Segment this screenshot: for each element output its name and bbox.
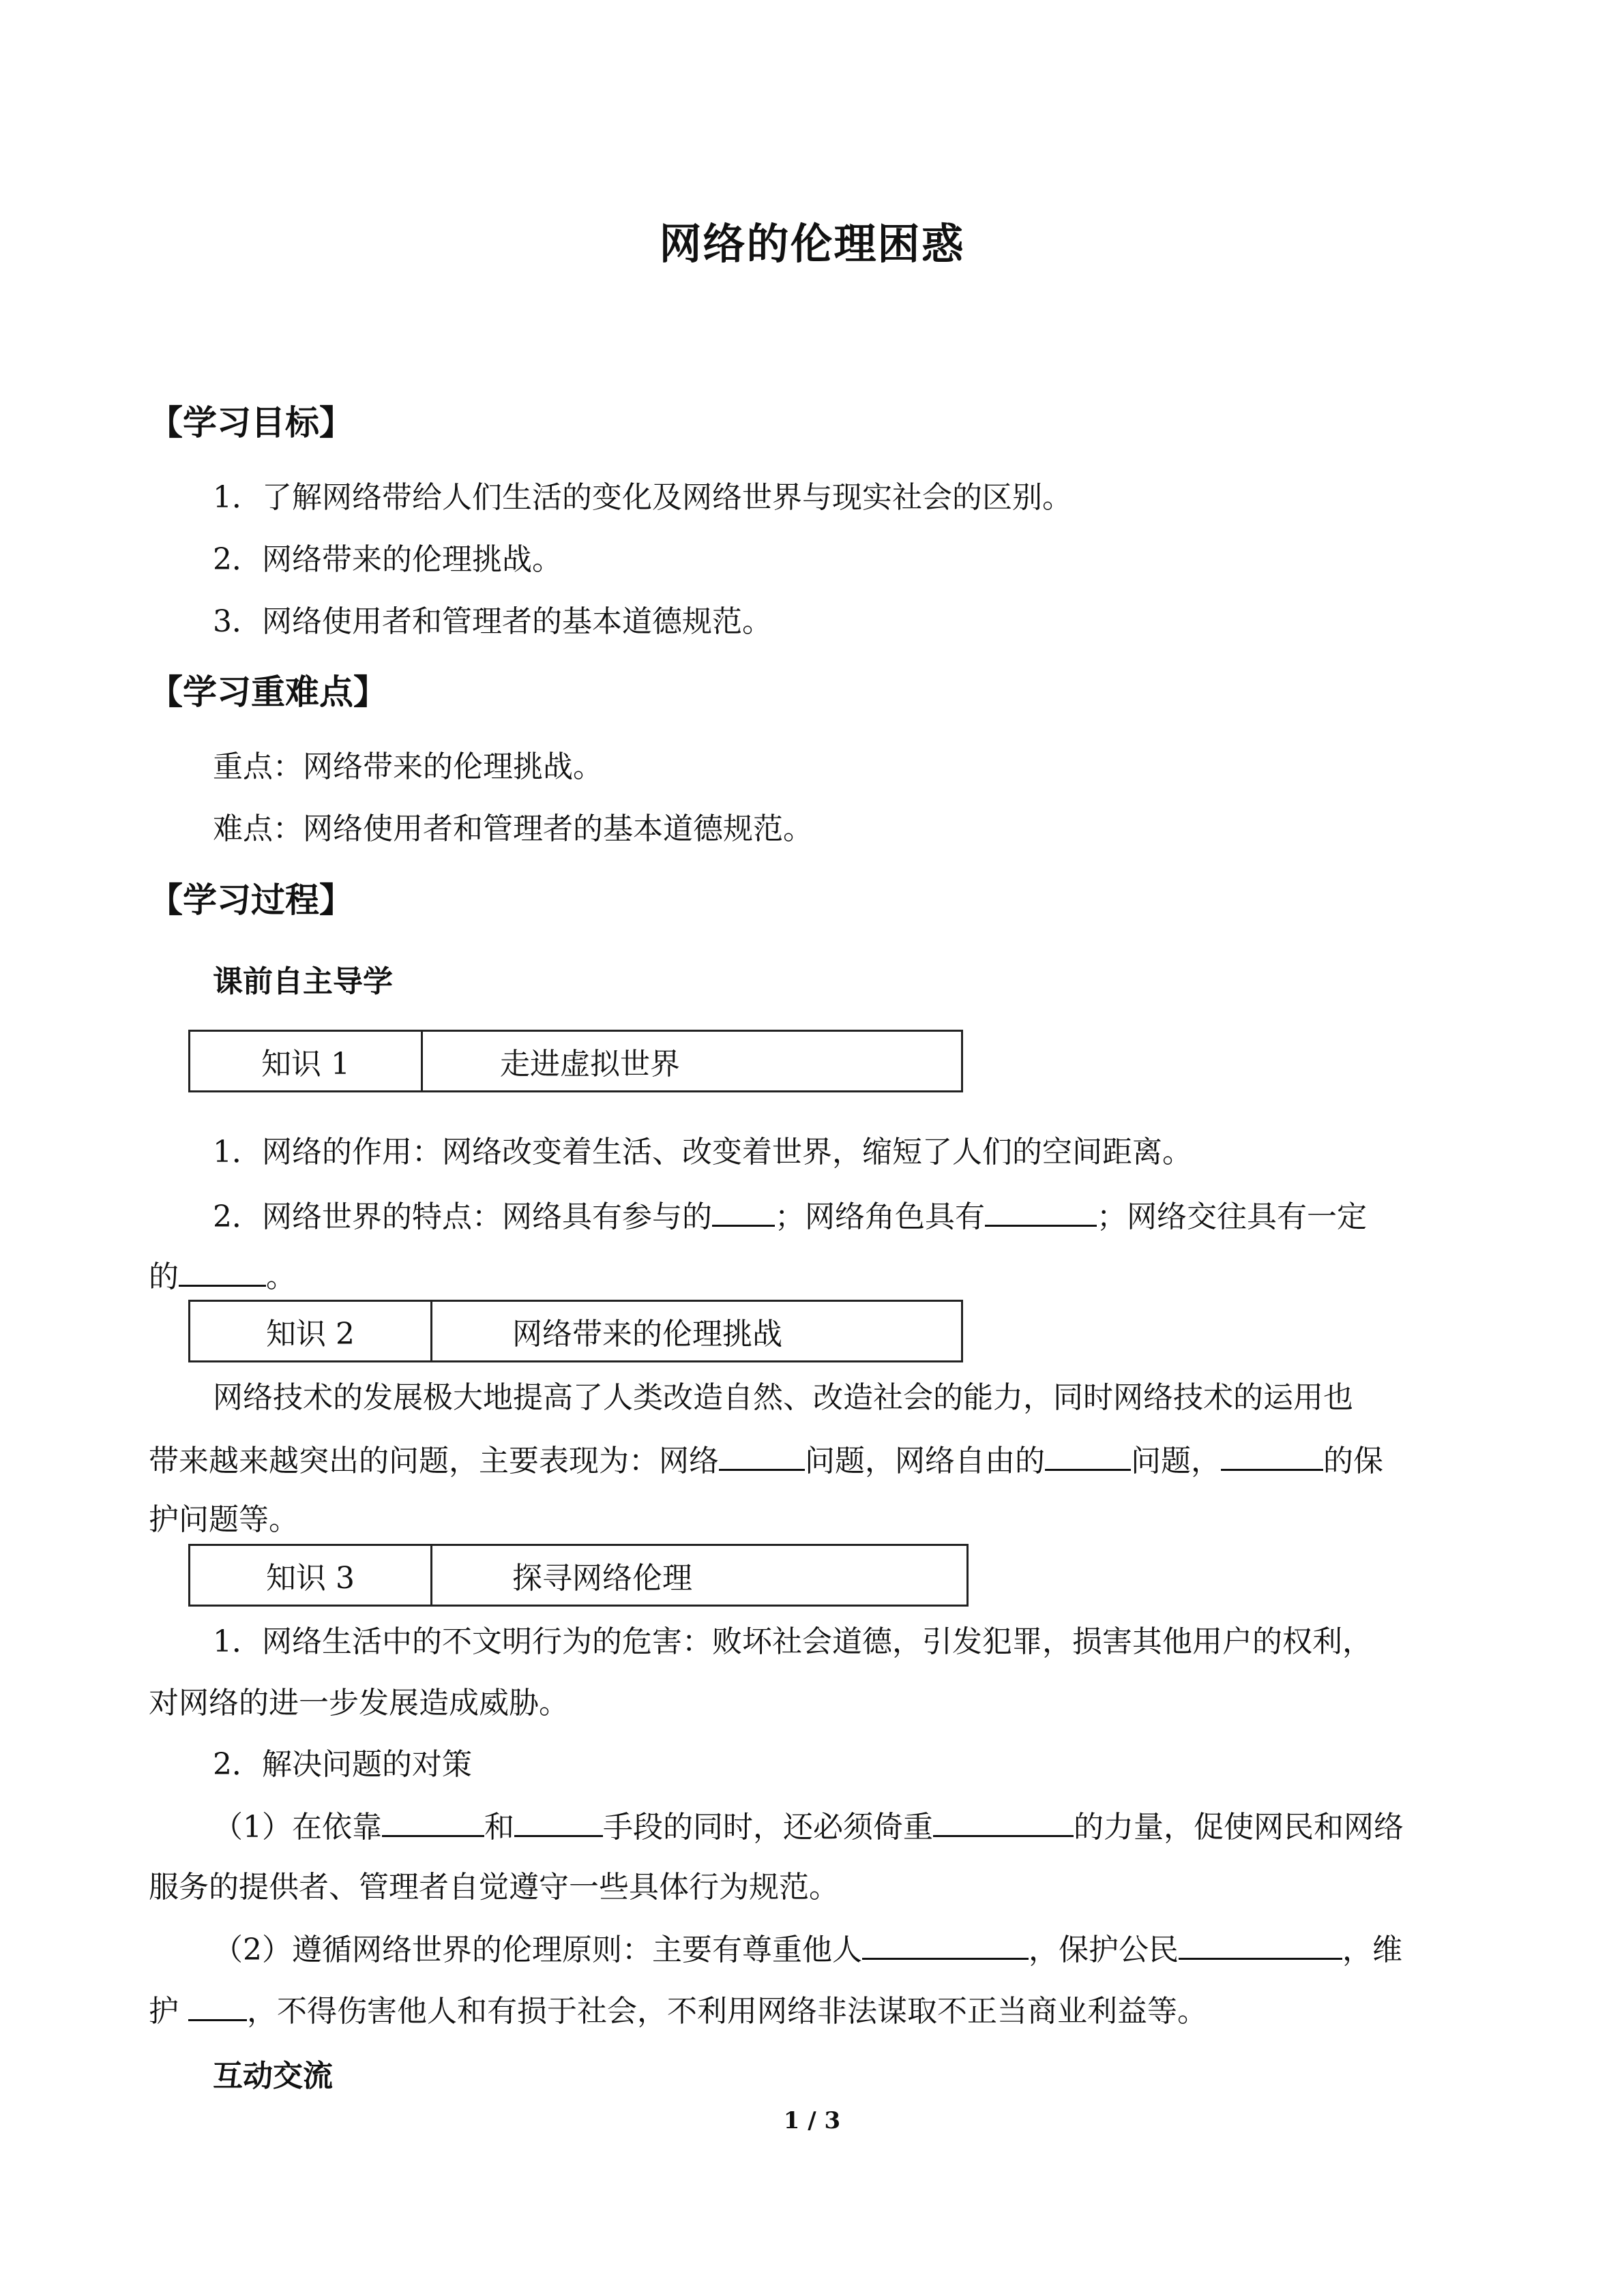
objective-item-1: 1．了解网络带给人们生活的变化及网络世界与现实社会的区别。 bbox=[213, 480, 1072, 515]
knowledge-3-p4-line2 bbox=[149, 1992, 1207, 2030]
knowledge-2-line1: 网络技术的发展极大地提高了人类改造自然、改造社会的能力，同时网络技术的运用也 bbox=[213, 1380, 1353, 1415]
k3-p3-c: 手段的同时，还必须倚重 bbox=[603, 1810, 933, 1845]
blank[interactable] bbox=[179, 1257, 266, 1287]
k1-p2-e: 。 bbox=[266, 1259, 296, 1294]
knowledge-2-box bbox=[188, 1300, 963, 1362]
knowledge-3-p3-line1 bbox=[213, 1808, 1404, 1846]
blank[interactable] bbox=[514, 1808, 603, 1837]
k2-line2-a: 带来越来越突出的问题，主要表现为：网络 bbox=[149, 1444, 719, 1478]
k3-p3-d: 的力量，促使网民和网络 bbox=[1074, 1810, 1404, 1845]
blank[interactable] bbox=[862, 1930, 1029, 1960]
keypoints-heading: 【学习重难点】 bbox=[149, 672, 387, 712]
knowledge-3-p1-line2: 对网络的进一步发展造成威胁。 bbox=[149, 1686, 569, 1720]
k3-p4-line2-b: ，不得伤害他人和有损于社会，不利用网络非法谋取不正当商业利益等。 bbox=[247, 1994, 1207, 2029]
knowledge-2-line2 bbox=[149, 1442, 1383, 1480]
difficult-point: 难点：网络使用者和管理者的基本道德规范。 bbox=[213, 811, 813, 846]
blank[interactable] bbox=[719, 1442, 805, 1471]
k2-line2-b: 问题，网络自由的 bbox=[805, 1444, 1045, 1478]
knowledge-1-p2-line1 bbox=[213, 1197, 1367, 1236]
pre-study-subheading: 课前自主导学 bbox=[213, 964, 393, 999]
knowledge-3-p4-line1 bbox=[213, 1930, 1402, 1969]
k1-p2-d: 的 bbox=[149, 1259, 179, 1294]
knowledge-3-topic: 探寻网络伦理 bbox=[512, 1561, 692, 1596]
blank[interactable] bbox=[985, 1197, 1097, 1227]
k3-p3-b: 和 bbox=[484, 1810, 514, 1845]
interaction-subheading: 互动交流 bbox=[213, 2059, 333, 2093]
objective-item-2: 2．网络带来的伦理挑战。 bbox=[213, 542, 562, 577]
knowledge-3-label: 知识 3 bbox=[190, 1546, 432, 1605]
knowledge-1-box bbox=[188, 1030, 963, 1092]
blank[interactable] bbox=[1221, 1442, 1323, 1471]
k1-p2-a: 2．网络世界的特点：网络具有参与的 bbox=[213, 1199, 712, 1234]
knowledge-2-line3: 护问题等。 bbox=[149, 1502, 299, 1537]
knowledge-1-label: 知识 1 bbox=[190, 1032, 423, 1090]
page-title: 网络的伦理困惑 bbox=[659, 219, 965, 269]
knowledge-3-box bbox=[188, 1544, 969, 1607]
key-point: 重点：网络带来的伦理挑战。 bbox=[213, 749, 603, 784]
knowledge-3-p1-line1: 1．网络生活中的不文明行为的危害：败坏社会道德，引发犯罪，损害其他用户的权利， bbox=[213, 1624, 1372, 1659]
k3-p4-b: ，保护公民 bbox=[1029, 1933, 1179, 1967]
knowledge-1-p2-line2 bbox=[149, 1257, 296, 1296]
blank[interactable] bbox=[382, 1808, 484, 1837]
knowledge-3-p3-line2: 服务的提供者、管理者自觉遵守一些具体行为规范。 bbox=[149, 1870, 839, 1905]
objective-item-3: 3．网络使用者和管理者的基本道德规范。 bbox=[213, 604, 772, 639]
k1-p2-c: ；网络交往具有一定 bbox=[1097, 1199, 1367, 1234]
k3-p3-a: （1）在依靠 bbox=[213, 1810, 382, 1845]
k1-p2-b: ；网络角色具有 bbox=[775, 1199, 985, 1234]
knowledge-1-p1: 1．网络的作用：网络改变着生活、改变着世界，缩短了人们的空间距离。 bbox=[213, 1135, 1192, 1169]
knowledge-1-topic: 走进虚拟世界 bbox=[500, 1047, 680, 1082]
k3-p4-line2-a: 护 bbox=[149, 1994, 188, 2029]
k2-line2-d: 的保 bbox=[1323, 1444, 1383, 1478]
knowledge-2-label: 知识 2 bbox=[190, 1302, 432, 1360]
blank[interactable] bbox=[1179, 1930, 1342, 1960]
blank[interactable] bbox=[933, 1808, 1074, 1837]
k3-p4-a: （2）遵循网络世界的伦理原则：主要有尊重他人 bbox=[213, 1933, 862, 1967]
objectives-heading: 【学习目标】 bbox=[149, 403, 353, 443]
page-number: 1 / 3 bbox=[783, 2107, 841, 2134]
blank[interactable] bbox=[188, 1992, 247, 2021]
blank[interactable] bbox=[712, 1197, 775, 1227]
knowledge-2-topic: 网络带来的伦理挑战 bbox=[512, 1317, 782, 1352]
k3-p4-c: ，维 bbox=[1342, 1933, 1402, 1967]
process-heading: 【学习过程】 bbox=[149, 880, 353, 920]
blank[interactable] bbox=[1045, 1442, 1131, 1471]
knowledge-3-p2: 2．解决问题的对策 bbox=[213, 1747, 472, 1782]
k2-line2-c: 问题， bbox=[1131, 1444, 1221, 1478]
